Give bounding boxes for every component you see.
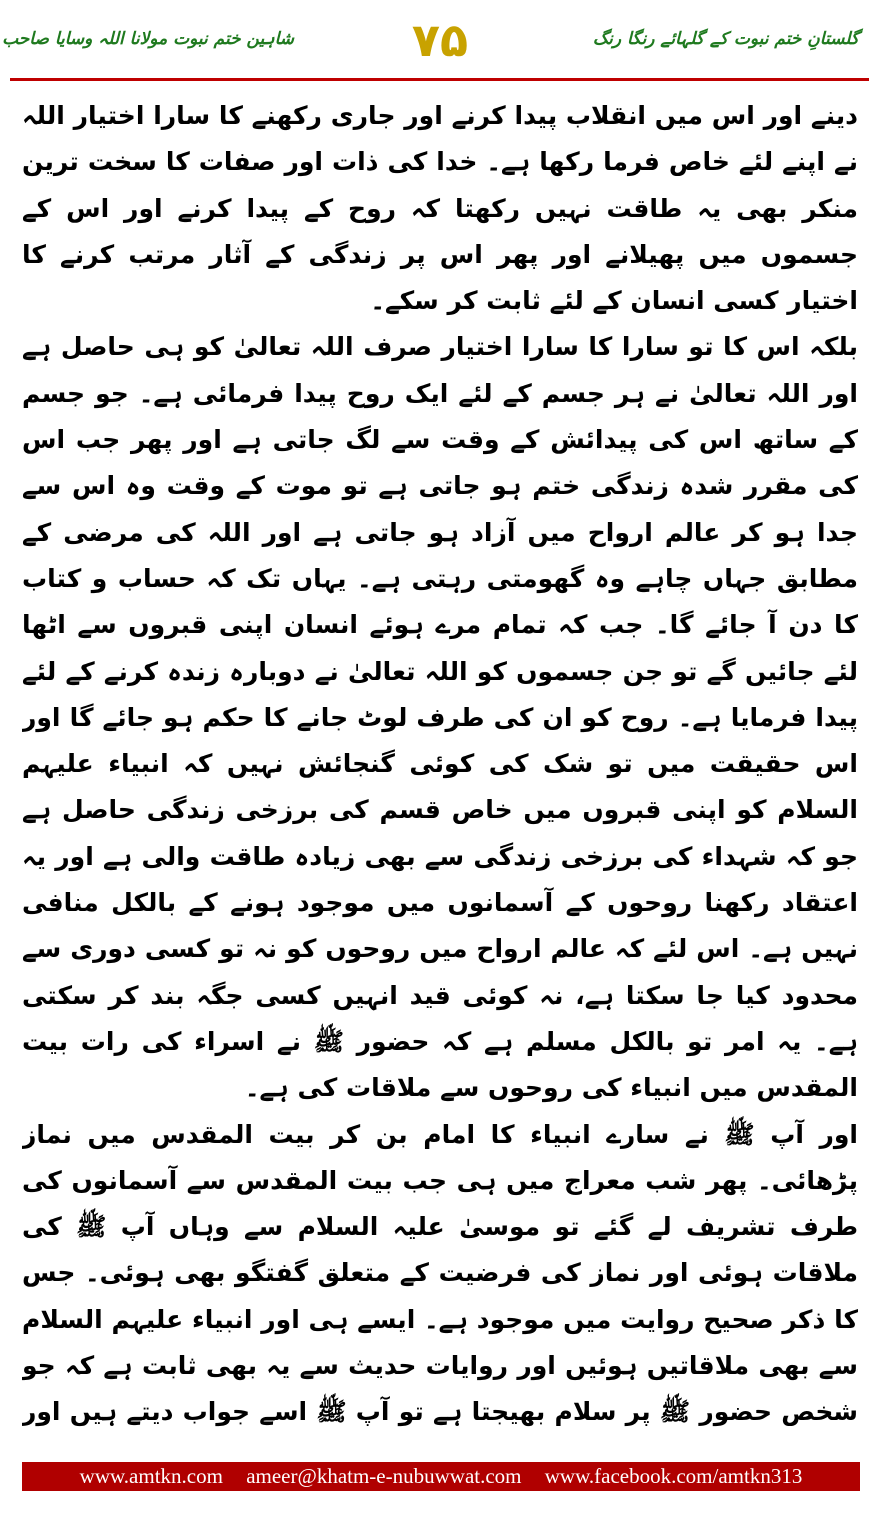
page-header xyxy=(0,0,881,80)
page-number: ۷۵ xyxy=(411,13,469,67)
footer-facebook-link[interactable]: www.facebook.com/amtkn313 xyxy=(544,1464,803,1488)
footer-email-link[interactable]: ameer@khatm-e-nubuwwat.com xyxy=(246,1464,522,1488)
paragraph-1: دینے اور اس میں انقلاب پیدا کرنے اور جاری رکھنے کا سارا اختیار اللہ نے اپنے لئے خاص فرما رکھا ہے۔ خدا کی ذات اور صفات کا سخت ترین منکر بھی یہ طاقت نہیں رکھتا کہ روح کے پیدا کرنے اور اس کے جسموں میں پھیلانے اور پھر اس پر زندگی کے آثار مرتب کرنے کا اختیار کسی انسان کے لئے ثابت کر سکے۔ xyxy=(22,101,858,316)
paragraph-2: بلکہ اس کا تو سارا کا سارا اختیار صرف اللہ تعالیٰ کو ہی حاصل ہے اور اللہ تعالیٰ نے ہر جسم کے لئے ایک روح پیدا فرمائی ہے۔ جو جسم کے ساتھ اس کی پیدائش کے وقت سے لگ جاتی ہے اور پھر جب اس کی مقرر شدہ زندگی ختم ہو جاتی ہے تو موت کے وقت وہ اس سے جدا ہو کر عالم ارواح میں آزاد ہو جاتی ہے اور اللہ کی مرضی کے مطابق جہاں چاہے وہ گھومتی رہتی ہے۔ یہاں تک کہ حساب و کتاب کا دن آ جائے گا۔ جب کہ تمام مرے ہوئے انسان اپنی قبروں سے اٹھا لئے جائیں گے تو جن جسموں کو اللہ تعالیٰ نے دوبارہ زندہ کرنے کے لئے پیدا فرمایا ہے۔ روح کو ان کی طرف لوٹ جانے کا حکم ہو جائے گا اور اس حقیقت میں تو شک کی کوئی گنجائش نہیں کہ انبیاء علیہم السلام کو اپنی قبروں میں خاص قسم کی برزخی زندگی حاصل ہے جو کہ شہداء کی برزخی زندگی سے بھی زیادہ طاقت والی ہے اور یہ اعتقاد رکھنا روحوں کے آسمانوں میں موجود ہونے کے بالکل منافی نہیں ہے۔ اس لئے کہ عالم ارواح میں روحوں کو نہ تو کسی دوری سے محدود کیا جا سکتا ہے، نہ کوئی قید انہیں کسی جگہ بند کر سکتی ہے۔ یہ امر تو بالکل مسلم ہے کہ حضور ﷺ نے اسراء کی رات بیت المقدس میں انبیاء کی روحوں سے ملاقات کی ہے۔ xyxy=(22,332,858,1103)
footer-bar xyxy=(22,1462,860,1491)
book-title: گلستانِ ختم نبوت کے گلہائے رنگا رنگ xyxy=(592,29,859,49)
page-body xyxy=(22,93,858,1433)
header-divider xyxy=(10,78,869,81)
paragraph-3: اور آپ ﷺ نے سارے انبیاء کا امام بن کر بیت المقدس میں نماز پڑھائی۔ پھر شب معراج میں ہی جب بیت المقدس سے آسمانوں کی طرف تشریف لے گئے تو موسیٰ علیہ السلام سے وہاں آپ ﷺ کی ملاقات ہوئی اور نماز کی فرضیت کے متعلق گفتگو بھی ہوئی۔ جس کا ذکر صحیح روایت میں موجود ہے۔ ایسے ہی اور انبیاء علیہم السلام سے بھی ملاقاتیں ہوئیں اور روایات حدیث سے یہ بھی ثابت ہے کہ جو شخص حضور ﷺ پر سلام بھیجتا ہے تو آپ ﷺ اسے جواب دیتے ہیں اور xyxy=(22,1119,858,1427)
author-title: شاہین ختم نبوت مولانا اللہ وسایا صاحب xyxy=(2,29,294,49)
footer-website-link[interactable]: www.amtkn.com xyxy=(79,1464,223,1488)
